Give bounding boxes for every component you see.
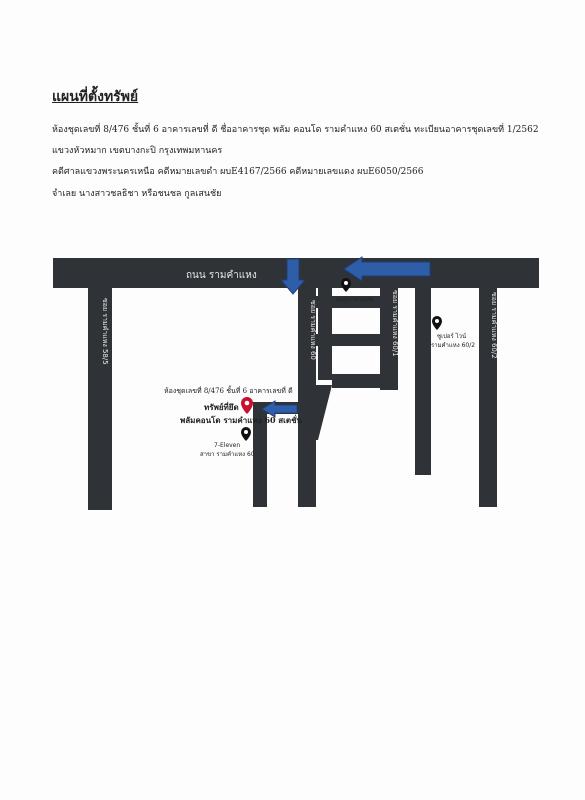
district-line: แขวงหัวหมาก เขตบางกะปิ กรุงเทพมหานคร [52, 146, 223, 156]
property-name: พลัมคอนโด รามคำแหง 60 สเตชั่น [180, 415, 303, 425]
main-road-label: ถนน รามคำแหง [186, 270, 257, 281]
case-line: คดีศาลแขวงพระนครเหนือ คดีหมายเลขดำ ผบE4167/2566 คดีหมายเลขแดง ผบE6050/2566 [52, 167, 424, 177]
pin-seven [200, 427, 255, 458]
defendant-line: จำเลย นางสาวชลธิชา หรือชนชล กูลเสนชัย [52, 189, 222, 199]
road-cross-3 [332, 374, 398, 388]
soi-label-60-2: ซอย รามคำแหง 60/2 [490, 292, 498, 359]
soi-label-60: ซอย รามคำแหง 60 [309, 300, 317, 360]
roads [53, 258, 539, 510]
unit-description: ห้องชุดเลขที่ 8/476 ชั้นที่ 6 อาคารเลขที่ ดี ชื่ออาคารชุด พลัม คอนโด รามคำแหง 60 สเตชั่น ทะเบียนอาคารชุดเลขที่ 1/2562 [52, 125, 539, 135]
soi-label-58-5: ซอย รามคำแหง 58/5 [101, 298, 109, 365]
road-cross-2 [316, 334, 398, 346]
pin-shop-label-1: ซูเปอร์ ไวน์ [437, 333, 467, 340]
page-title: แผนที่ตั้งทรัพย์ [52, 89, 139, 105]
pin-school-label: หมอยาสามสน [336, 296, 374, 303]
soi-label-60-1: ซอย รามคำแหง 60/1 [391, 290, 399, 357]
property-label: ทรัพย์ที่ยึด [204, 402, 239, 412]
pin-property [241, 397, 253, 414]
property-pin-icon [241, 397, 253, 414]
pin-seven-label-2: สาขา รามคำแหง 60 [200, 451, 255, 458]
pin-shop-label-2: รามคำแหง 60/2 [431, 342, 476, 349]
road-right-1 [415, 285, 431, 475]
property-caption: ห้องชุดเลขที่ 8/476 ชั้นที่ 6 อาคารเลขที่ ดี [164, 387, 293, 395]
pin-seven-label-1: 7-Eleven [214, 442, 241, 449]
pin-shop [431, 316, 475, 349]
